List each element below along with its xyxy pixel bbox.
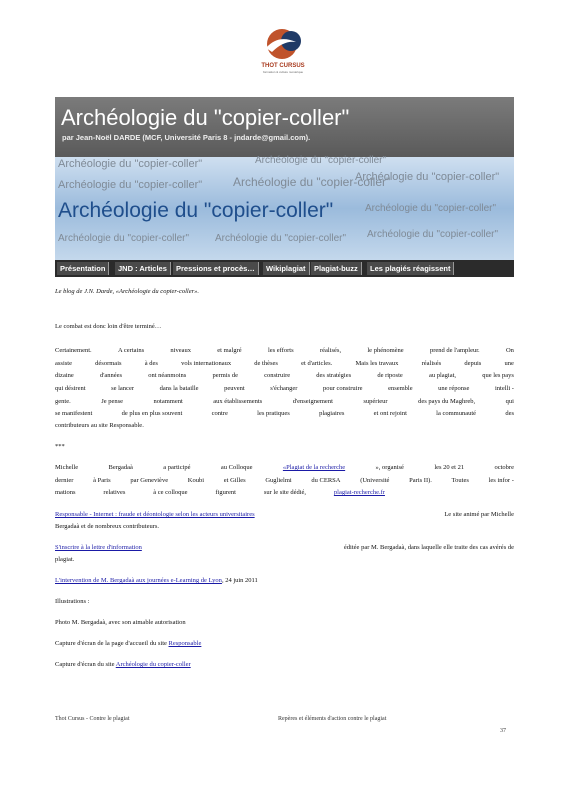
p2-line: qui désirent se lancer dans la bataille peuvent s'échanger pour construire ensemble une réponse intelli -	[55, 385, 514, 392]
p2-line: Certainement. A certains niveaux et malgré les efforts réalisés, le phénomène prend de l'ampleur. On	[55, 347, 514, 354]
banner-title: Archéologie du "copier-coller"	[61, 105, 350, 130]
capture-credit-2: Capture d'écran du site Archéologie du copier-coller	[55, 661, 191, 668]
p2-line: se manifestent de plus en plus souvent contre les pratiques plagiaires et ont rejoint la communauté des	[55, 410, 514, 417]
photo-credit: Photo M. Bergadaà, avec son aimable autorisation	[55, 619, 186, 626]
archeologie-link[interactable]: Archéologie du copier-coller	[115, 661, 191, 668]
p5-line-2: plagiat.	[55, 556, 75, 563]
capture-credit-1: Capture d'écran de la page d'accueil du site Responsable	[55, 640, 202, 647]
p2-line: dizaine d'années ont néanmoins permis de construire des stratégies de riposte au plagiat, que les pays	[55, 372, 514, 379]
nav-item-presentation: Présentation	[57, 262, 109, 275]
watermark-text: Archéologie du "copier-coller"	[215, 233, 347, 244]
watermark-text: Archéologie du "copier-coller"	[233, 175, 391, 189]
nav-item-plagies: Les plagiés réagissent	[367, 262, 454, 275]
watermark-text: Archéologie du "copier-coller"	[58, 158, 203, 170]
p3-line: Michelle Bergadaà a participé au Colloque «Plagiat de la recherche », organisé les 20 et 21 octobre	[55, 464, 514, 471]
responsable-home-link[interactable]: Responsable	[168, 640, 202, 647]
watermark-text: Archéologie du "copier-coller"	[58, 233, 190, 244]
plagiat-recherche-site-link[interactable]: plagiat-recherche.fr	[333, 489, 385, 496]
p3-line: mations relatives à ce colloque figurent sur le site dédié, plagiat-recherche.fr	[55, 489, 385, 496]
watermark-text: Archéologie du "copier-coller"	[58, 179, 203, 191]
footer-left: Thot Cursus - Contre le plagiat	[55, 716, 130, 722]
blog-banner-image	[55, 97, 514, 277]
illustrations-heading: Illustrations :	[55, 598, 90, 605]
image-caption	[55, 288, 199, 296]
page-number: 37	[500, 728, 506, 734]
p2-last-line: contributeurs au site Responsable.	[55, 422, 144, 429]
footer-center: Repères et éléments d'action contre le plagiat	[278, 716, 387, 722]
paragraph-intro: Le combat est donc loin d'être terminé…	[55, 323, 162, 330]
watermark-text: Archéologie du "copier-coller"	[355, 171, 500, 183]
p2-line: assiste désormais à des vols internationaux de thèses et d'articles. Mais les travaux réalisés depuis une	[55, 360, 514, 367]
plagiat-recherche-link[interactable]: «Plagiat de la recherche	[282, 464, 346, 471]
watermark-text: Archéologie du "copier-coller"	[367, 229, 499, 240]
separator: ***	[55, 443, 65, 450]
elearning-lyon-link[interactable]: L'intervention de M. Bergadaà aux journées e-Learning de Lyon	[55, 577, 222, 584]
watermark-text: Archéologie du "copier-coller"	[365, 203, 497, 214]
banner-subtitle: par Jean-Noël DARDE (MCF, Université Paris 8 - jndarde@gmail.com).	[62, 133, 311, 142]
banner-header	[55, 97, 514, 157]
banner-nav	[55, 260, 514, 277]
caption-title: «Archéologie du copier-coller».	[115, 288, 199, 295]
nav-item-articles: JND : Articles	[115, 262, 171, 275]
nav-item-wikiplagiat: Wikiplagiat	[263, 262, 310, 275]
logo-tagline: formation & culture numérique	[262, 70, 304, 74]
p3-line: dernier à Paris par Geneviève Koubi et Gilles Guglielmi du CERSA (Université Paris II). Toutes les infor -	[55, 477, 514, 484]
newsletter-link[interactable]: S'inscrire à la lettre d'information	[55, 544, 142, 551]
watermark-text: Archéologie du "copier-coller"	[255, 155, 387, 166]
nav-item-pressions: Pressions et procès…	[173, 262, 259, 275]
nav-item-plagiat-buzz: Plagiat-buzz	[311, 262, 362, 275]
watermark-main: Archéologie du "copier-coller"	[58, 199, 334, 222]
p6-line: L'intervention de M. Bergadaà aux journées e-Learning de Lyon, 24 juin 2011	[55, 577, 258, 584]
p4-line-2: Bergadaà et de nombreux contributeurs.	[55, 523, 160, 530]
responsable-link[interactable]: Responsable - Internet : fraude et déontologie selon les acteurs universitaires	[55, 511, 255, 518]
p4-line: Responsable - Internet : fraude et déontologie selon les acteurs universitaires Le site animé par Michelle	[55, 511, 514, 518]
caption-prefix: Le blog de J.N. Darde,	[55, 288, 115, 295]
p2-line: gente. Je pense notamment aux établissements d'enseignement supérieur des pays du Maghreb, qui	[55, 398, 514, 405]
p5-line: S'inscrire à la lettre d'information éditée par M. Bergadaà, dans laquelle elle traite des cas avérés de	[55, 544, 514, 551]
logo-wordmark: THOT CURSUS	[261, 63, 305, 69]
banner-watermark-area	[55, 157, 514, 260]
